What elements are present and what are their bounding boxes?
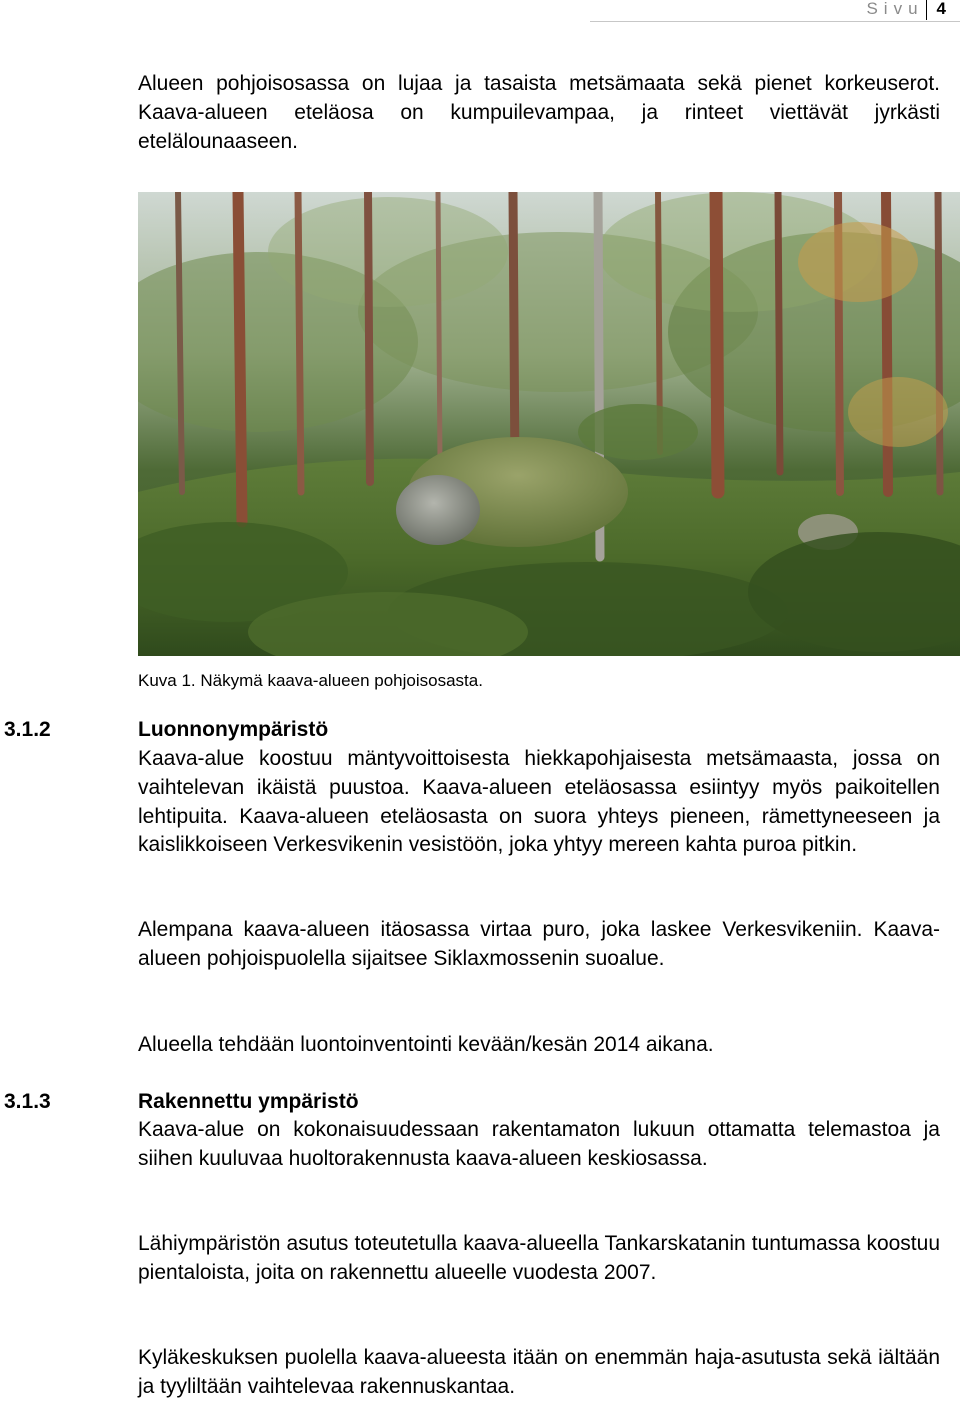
section-number: 3.1.3 — [4, 1090, 51, 1113]
body-paragraph: Alueella tehdään luontoinventointi kevään/kesän 2014 aikana. — [138, 1033, 714, 1056]
section-number: 3.1.2 — [4, 718, 51, 741]
body-paragraph: Kaava-alue on kokonaisuudessaan rakentamaton lukuun ottamatta telemastoa ja siihen kuuluvaa huoltorakennusta kaava-alueen keskiosassa. — [138, 1118, 940, 1170]
figure-caption: Kuva 1. Näkymä kaava-alueen pohjoisosasta. — [138, 671, 483, 690]
intro-paragraph: Alueen pohjoisosassa on lujaa ja tasaista metsämaata sekä pienet korkeuserot. Kaava-alueen eteläosa on kumpuilevampaa, ja rinteet viettävät jyrkästi etelälounaaseen. — [138, 72, 940, 153]
body-paragraph: Alempana kaava-alueen itäosassa virtaa puro, joka laskee Verkesvikeniin. Kaava-alueen pohjoispuolella sijaitsee Siklaxmossenin suoalue. — [138, 918, 940, 970]
header-separator — [926, 0, 927, 20]
section-title: Rakennettu ympäristö — [138, 1090, 359, 1113]
page-number: 4 — [936, 0, 946, 18]
body-paragraph: Kaava-alue koostuu mäntyvoittoisesta hiekkapohjaisesta metsämaasta, jossa on vaihtelevan ikäistä puustoa. Kaava-alueen eteläosassa esiintyy myös paikoitellen lehtipuita. Kaava-alueen eteläosasta on suora yhteys pieneen, rämettyneeseen ja kaislikkoiseen Verkesvikenin vesistöön, joka yhtyy mereen kahta puroa pitkin. — [138, 747, 940, 857]
header-rule — [590, 21, 960, 22]
page-header — [866, 0, 946, 22]
body-paragraph: Lähiympäristön asutus toteutetulla kaava-alueella Tankarskatanin tuntumassa koostuu pientaloista, joita on rakennettu alueelle vuodesta 2007. — [138, 1232, 940, 1284]
section-title: Luonnonympäristö — [138, 718, 329, 741]
body-paragraph: Kyläkeskuksen puolella kaava-alueesta itään on enemmän haja-asutusta sekä iältään ja tyyliltään vaihtelevaa rakennuskantaa. — [138, 1346, 940, 1398]
page-label: Sivu — [866, 0, 924, 18]
forest-photo — [138, 192, 960, 656]
